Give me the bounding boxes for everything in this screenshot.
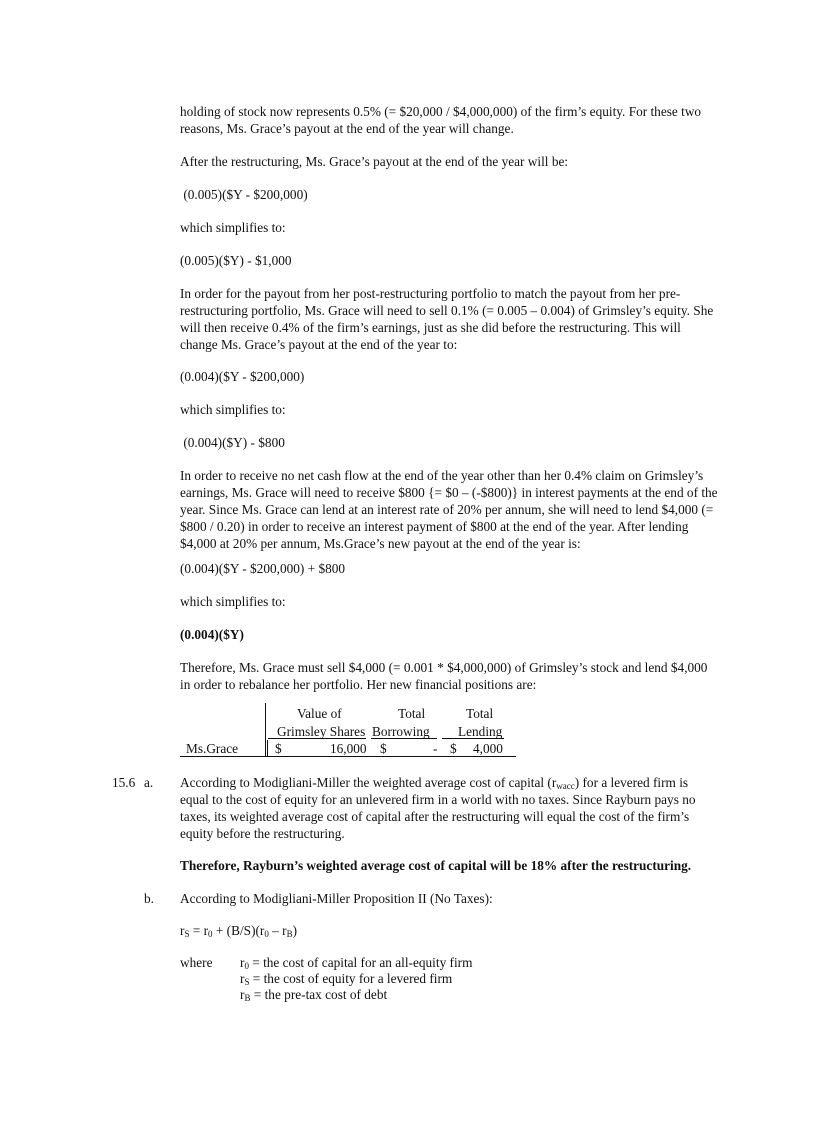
- equation-payout-1: (0.005)($Y - $200,000): [180, 187, 308, 202]
- header-total-lending-2: Lending: [458, 724, 503, 739]
- paragraph-simplifies-1: which simplifies to:: [180, 220, 286, 235]
- header-total-lending-1: Total: [466, 706, 494, 721]
- header-grimsley-shares: Grimsley Shares: [277, 724, 366, 739]
- header-total-borrowing-2: Borrowing: [372, 724, 430, 739]
- definition-r0: $r_0$ = the cost of capital for an all-equity firm: [240, 955, 473, 971]
- part-b-letter: b.: [144, 891, 154, 906]
- where-label: where: [180, 955, 213, 970]
- equation-payout-2: (0.005)($Y) - $1,000: [180, 253, 292, 268]
- cell-value-borrowing: -: [433, 741, 438, 756]
- paragraph-rebalance: Therefore, Ms. Grace must sell $4,000 (= 0.001 * $4,000,000) of Grimsley’s stock and lend $4,000 in order to rebalance her portfolio. Her new financial positions are:: [180, 660, 708, 692]
- part-a-letter: a.: [144, 775, 154, 790]
- part-b-text: According to Modigliani-Miller Proposition II (No Taxes):: [180, 891, 493, 906]
- table-vertical-rule: [265, 703, 266, 757]
- equation-payout-3: (0.004)($Y - $200,000): [180, 369, 305, 384]
- financial-positions-table: [180, 703, 520, 757]
- cell-currency-lending: $: [450, 741, 457, 756]
- paragraph-simplifies-2: which simplifies to:: [180, 402, 286, 417]
- paragraph-after-restructuring: After the restructuring, Ms. Grace’s payout at the end of the year will be:: [180, 154, 569, 169]
- paragraph-sell-equity: In order for the payout from her post-restructuring portfolio to match the payout from her pre-restructuring portfolio, Ms. Grace will need to sell 0.1% (= 0.005 – 0.004) of Grimsley’s equity. She will then receive 0.4% of the firm’s earnings, just as she did before the restructuring. This will change Ms. Grace’s payout at the end of the year to:: [180, 286, 714, 352]
- row-label-ms-grace: Ms.Grace: [186, 741, 239, 756]
- paragraph-holding-stock: holding of stock now represents 0.5% (= $20,000 / $4,000,000) of the firm’s equity. For these two reasons, Ms. Grace’s payout at the end of the year will change.: [180, 104, 702, 136]
- definition-rb: $r_B$ = the pre-tax cost of debt: [240, 987, 388, 1003]
- cell-value-lending: 4,000: [473, 741, 503, 756]
- cell-currency-borrowing: $: [380, 741, 387, 756]
- equation-final-payout: (0.004)($Y): [180, 627, 244, 642]
- equation-payout-5: (0.004)($Y - $200,000) + $800: [180, 561, 346, 576]
- part-a-conclusion: Therefore, Rayburn’s weighted average cost of capital will be 18% after the restructuring.: [180, 858, 692, 873]
- part-a-text: According to Modigliani-Miller the weighted average cost of capital $(r_{wacc})$ for a levered firm is equal to the cost of equity for an unlevered firm in a world with no taxes. Since Rayburn pays no taxes, its weighted average cost of capital after the restructuring will equal the cost of the firm’s equity before the restructuring.: [180, 775, 696, 841]
- cell-currency-shares: $: [275, 741, 282, 756]
- cell-value-shares: 16,000: [330, 741, 367, 756]
- mm-proposition-formula: $r_S = r_0 + (B/S)(r_0 - r_B)$: [180, 923, 298, 939]
- table-vertical-rule-double: [267, 740, 268, 757]
- equation-payout-4: (0.004)($Y) - $800: [180, 435, 285, 450]
- definition-rs: $r_S$ = the cost of equity for a levered firm: [240, 971, 453, 987]
- header-total-borrowing-1: Total: [398, 706, 426, 721]
- paragraph-lending: In order to receive no net cash flow at the end of the year other than her 0.4% claim on Grimsley’s earnings, Ms. Grace will need to receive $800 {= $0 – (-$800)} in interest payments at the end of the year. Since Ms. Grace can lend at an interest rate of 20% per annum, she will need to lend $4,000 (= $800 / 0.20) in order to receive an interest payment of $800 at the end of the year. After lending $4,000 at 20% per annum, Ms.Grace’s new payout at the end of the year is:: [180, 468, 718, 551]
- header-value-of: Value of: [297, 706, 342, 721]
- problem-number: 15.6: [112, 775, 136, 790]
- paragraph-simplifies-3: which simplifies to:: [180, 594, 286, 609]
